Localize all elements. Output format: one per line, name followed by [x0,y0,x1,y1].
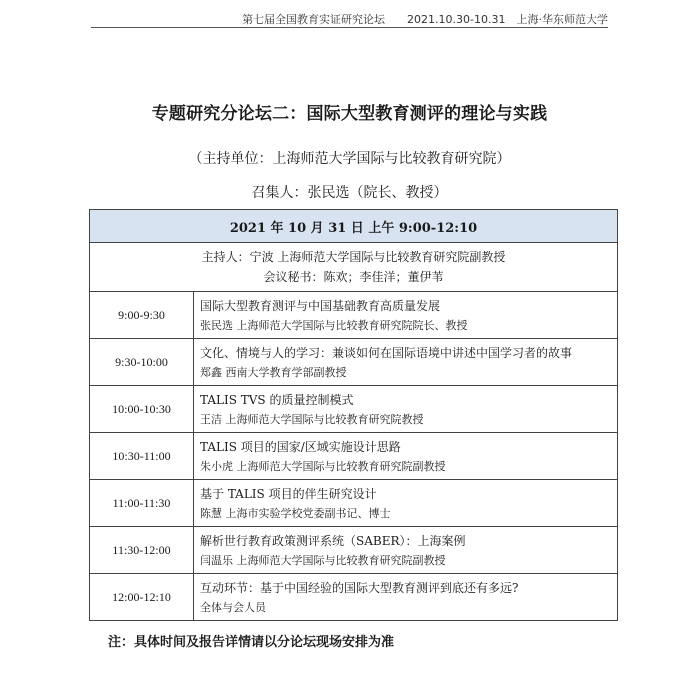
session-detail [194,574,618,621]
host-unit: （主持单位：上海师范大学国际与比较教育研究院） [188,151,511,167]
session-speaker: 张民选 上海师范大学国际与比较教育研究院院长、教授 [200,319,468,332]
session-row [90,292,618,339]
session-time: 9:00-9:30 [90,292,194,339]
footnote: 注：具体时间及报告详情请以分论坛现场安排为准 [108,635,395,650]
session-speaker: 郑鑫 西南大学教育学部副教授 [200,366,347,379]
session-time: 11:30-12:00 [90,527,194,574]
session-time: 10:00-10:30 [90,386,194,433]
date-row [90,210,618,243]
session-speaker: 闫温乐 上海师范大学国际与比较教育研究院副教授 [200,554,446,567]
session-speaker: 朱小虎 上海师范大学国际与比较教育研究院副教授 [200,460,446,473]
session-topic: 互动环节：基于中国经验的国际大型教育测评到底还有多远? [200,581,519,595]
session-topic: 国际大型教育测评与中国基础教育高质量发展 [200,299,441,313]
session-row [90,527,618,574]
secretary-line: 会议秘书：陈欢；李佳洋；董伊苇 [263,270,444,284]
session-detail [194,480,618,527]
session-topic: 解析世行教育政策测评系统（SABER）：上海案例 [200,534,466,548]
session-row [90,386,618,433]
page-title: 专题研究分论坛二：国际大型教育测评的理论与实践 [151,104,548,124]
session-time: 12:00-12:10 [90,574,194,621]
session-row [90,433,618,480]
chair-row [90,243,618,292]
convener: 召集人：张民选（院长、教授） [251,185,448,201]
session-speaker: 王洁 上海师范大学国际与比较教育研究院教授 [200,413,424,426]
schedule-table [89,209,618,621]
session-speaker: 全体与会人员 [200,601,266,614]
session-detail [194,527,618,574]
session-row [90,480,618,527]
session-topic: TALIS TVS 的质量控制模式 [200,393,354,407]
chair-line: 主持人：宁波 上海师范大学国际与比较教育研究院副教授 [201,250,506,264]
session-row [90,574,618,621]
chair-cell [90,243,618,292]
session-topic: 基于 TALIS 项目的伴生研究设计 [200,487,377,501]
date-line: 2021 年 10 月 31 日 上午 9:00-12:10 [90,210,618,243]
session-detail [194,433,618,480]
session-detail [194,339,618,386]
session-time: 11:00-11:30 [90,480,194,527]
session-detail [194,386,618,433]
header-divider [91,27,608,28]
session-speaker: 陈慧 上海市实验学校党委副书记、博士 [200,507,391,520]
session-topic: TALIS 项目的国家/区域实施设计思路 [200,440,401,454]
session-topic: 文化、情境与人的学习：兼谈如何在国际语境中讲述中国学习者的故事 [200,346,573,360]
session-row [90,339,618,386]
session-detail [194,292,618,339]
forum-header: 第七届全国教育实证研究论坛 2021.10.30-10.31 上海·华东师范大学 [242,13,608,26]
session-time: 9:30-10:00 [90,339,194,386]
session-time: 10:30-11:00 [90,433,194,480]
